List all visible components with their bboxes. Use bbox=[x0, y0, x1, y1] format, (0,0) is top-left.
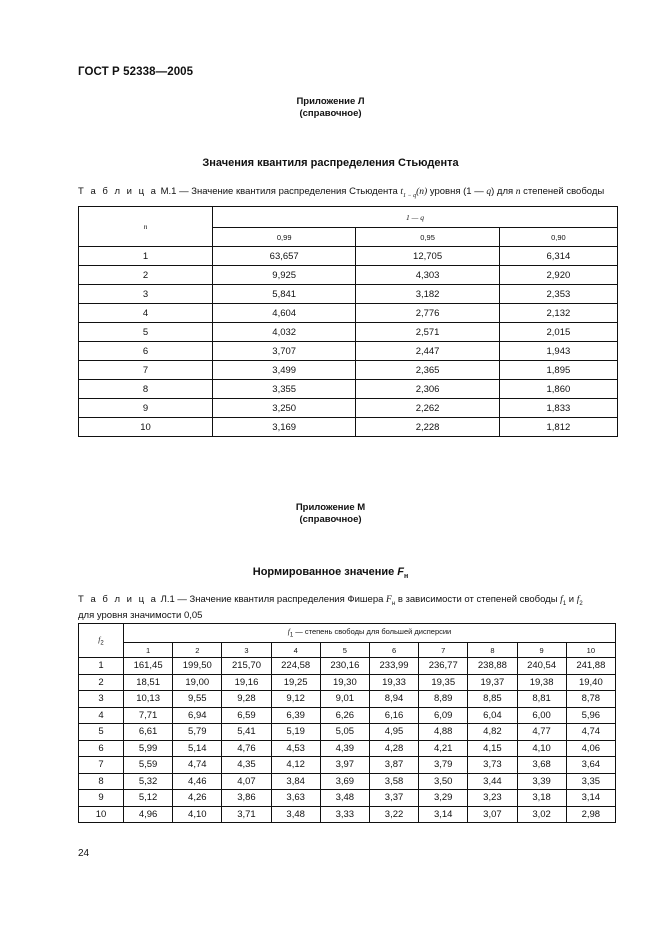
table-cell: 4,032 bbox=[213, 323, 356, 342]
table-cell: 4,77 bbox=[517, 724, 566, 741]
table-cell: 2,447 bbox=[356, 342, 499, 361]
table-cell: 3,84 bbox=[271, 773, 320, 790]
table1-group-header: 1 — q bbox=[213, 207, 618, 228]
table2-col-header: 4 bbox=[271, 643, 320, 658]
table-cell: 199,50 bbox=[173, 658, 222, 675]
appendix-l-title: Приложение Л bbox=[296, 96, 365, 107]
table-cell: 5 bbox=[79, 323, 213, 342]
table-cell: 4,604 bbox=[213, 304, 356, 323]
table-cell: 9 bbox=[79, 790, 124, 807]
table-cell: 3,33 bbox=[320, 806, 369, 823]
table1-row-header: n bbox=[79, 207, 213, 247]
table-cell: 8 bbox=[79, 380, 213, 399]
table-cell: 2,776 bbox=[356, 304, 499, 323]
table-cell: 2,306 bbox=[356, 380, 499, 399]
table-row bbox=[79, 658, 616, 675]
table-cell: 9 bbox=[79, 399, 213, 418]
table2-col-header: 6 bbox=[369, 643, 418, 658]
table-cell: 19,00 bbox=[173, 674, 222, 691]
table-cell: 5,19 bbox=[271, 724, 320, 741]
table-cell: 3,44 bbox=[468, 773, 517, 790]
table-cell: 4 bbox=[79, 707, 124, 724]
table-cell: 3,22 bbox=[369, 806, 418, 823]
table-cell: 3,707 bbox=[213, 342, 356, 361]
appendix-m-subtitle: (справочное) bbox=[299, 514, 362, 525]
table-row bbox=[79, 707, 616, 724]
table-cell: 3,97 bbox=[320, 757, 369, 774]
appendix-l-heading bbox=[0, 96, 661, 120]
table-cell: 2,132 bbox=[499, 304, 617, 323]
table-cell: 19,30 bbox=[320, 674, 369, 691]
table-row bbox=[79, 323, 618, 342]
table1-col-header: 0,99 bbox=[213, 228, 356, 247]
table-cell: 7 bbox=[79, 361, 213, 380]
table1-caption-prefix: Т а б л и ц а bbox=[78, 186, 158, 197]
table-cell: 3,18 bbox=[517, 790, 566, 807]
table-cell: 4,06 bbox=[566, 740, 615, 757]
table-cell: 19,37 bbox=[468, 674, 517, 691]
table-cell: 1,812 bbox=[499, 418, 617, 437]
table-cell: 3,71 bbox=[222, 806, 271, 823]
table-cell: 8,78 bbox=[566, 691, 615, 708]
table-cell: 5,96 bbox=[566, 707, 615, 724]
student-quantile-table bbox=[78, 206, 618, 437]
section2-heading: Нормированное значение $F_н$ bbox=[252, 566, 409, 581]
table-cell: 2,353 bbox=[499, 285, 617, 304]
table-cell: 3,37 bbox=[369, 790, 418, 807]
table-cell: 8,94 bbox=[369, 691, 418, 708]
table-cell: 4,26 bbox=[173, 790, 222, 807]
table-cell: 2,571 bbox=[356, 323, 499, 342]
table-cell: 4 bbox=[79, 304, 213, 323]
table-row bbox=[79, 361, 618, 380]
table-cell: 5,41 bbox=[222, 724, 271, 741]
table2-caption: Т а б л и ц а Л.1 — Значение квантиля распределения Фишера $F_н$ в зависимости от степеней свободы $f_1$ и $f_2$ для уровня значимости 0,05 bbox=[78, 594, 583, 621]
table-cell: 5,32 bbox=[124, 773, 173, 790]
table2-col-header: 9 bbox=[517, 643, 566, 658]
table-row bbox=[79, 674, 616, 691]
table-cell: 1,860 bbox=[499, 380, 617, 399]
table-cell: 3,355 bbox=[213, 380, 356, 399]
table-cell: 3,07 bbox=[468, 806, 517, 823]
table-cell: 4,12 bbox=[271, 757, 320, 774]
table-cell: 5,99 bbox=[124, 740, 173, 757]
table2-col-header: 3 bbox=[222, 643, 271, 658]
table-cell: 3,48 bbox=[320, 790, 369, 807]
table2-col-header: 1 bbox=[124, 643, 173, 658]
table-cell: 7 bbox=[79, 757, 124, 774]
table2-caption-line2: для уровня значимости 0,05 bbox=[78, 609, 203, 621]
table-cell: 2,015 bbox=[499, 323, 617, 342]
table-cell: 1 bbox=[79, 247, 213, 266]
table2-group-header: $f_1$ — степень свободы для большей дисперсии bbox=[124, 624, 616, 643]
table-cell: 5,12 bbox=[124, 790, 173, 807]
table-row bbox=[79, 740, 616, 757]
table-cell: 19,40 bbox=[566, 674, 615, 691]
table-row bbox=[79, 380, 618, 399]
table-cell: 4,46 bbox=[173, 773, 222, 790]
table-cell: 4,96 bbox=[124, 806, 173, 823]
table-cell: 4,10 bbox=[173, 806, 222, 823]
table-cell: 9,01 bbox=[320, 691, 369, 708]
table-cell: 4,74 bbox=[173, 757, 222, 774]
table2-col-header: 10 bbox=[566, 643, 615, 658]
table-cell: 6,61 bbox=[124, 724, 173, 741]
table-cell: 3,182 bbox=[356, 285, 499, 304]
appendix-l-subtitle: (справочное) bbox=[299, 108, 362, 119]
table-cell: 3,73 bbox=[468, 757, 517, 774]
table-cell: 224,58 bbox=[271, 658, 320, 675]
table-cell: 10,13 bbox=[124, 691, 173, 708]
table-cell: 6,26 bbox=[320, 707, 369, 724]
table-row bbox=[79, 757, 616, 774]
table-cell: 240,54 bbox=[517, 658, 566, 675]
table-cell: 1,895 bbox=[499, 361, 617, 380]
table-cell: 3,39 bbox=[517, 773, 566, 790]
table-cell: 5,79 bbox=[173, 724, 222, 741]
table-cell: 3,86 bbox=[222, 790, 271, 807]
table-cell: 161,45 bbox=[124, 658, 173, 675]
table-cell: 3,69 bbox=[320, 773, 369, 790]
table-cell: 3,68 bbox=[517, 757, 566, 774]
table-cell: 3,48 bbox=[271, 806, 320, 823]
table-cell: 5,05 bbox=[320, 724, 369, 741]
table-cell: 3,58 bbox=[369, 773, 418, 790]
table-cell: 19,16 bbox=[222, 674, 271, 691]
table-cell: 10 bbox=[79, 806, 124, 823]
table-cell: 2,920 bbox=[499, 266, 617, 285]
table-cell: 215,70 bbox=[222, 658, 271, 675]
standard-designation: ГОСТ Р 52338—2005 bbox=[78, 66, 194, 78]
table-cell: 3,35 bbox=[566, 773, 615, 790]
table-cell: 4,74 bbox=[566, 724, 615, 741]
table-cell: 5 bbox=[79, 724, 124, 741]
table-cell: 3,02 bbox=[517, 806, 566, 823]
table-cell: 6,59 bbox=[222, 707, 271, 724]
table-row bbox=[79, 342, 618, 361]
table-row bbox=[79, 418, 618, 437]
table-cell: 230,16 bbox=[320, 658, 369, 675]
table-cell: 241,88 bbox=[566, 658, 615, 675]
table1-col-header: 0,95 bbox=[356, 228, 499, 247]
table-cell: 2 bbox=[79, 266, 213, 285]
table-cell: 4,35 bbox=[222, 757, 271, 774]
table2-col-header: 2 bbox=[173, 643, 222, 658]
table-row bbox=[79, 806, 616, 823]
table-cell: 4,07 bbox=[222, 773, 271, 790]
table-cell: 4,39 bbox=[320, 740, 369, 757]
table-cell: 3,63 bbox=[271, 790, 320, 807]
table-row bbox=[79, 304, 618, 323]
table-cell: 8,89 bbox=[419, 691, 468, 708]
table-cell: 5,841 bbox=[213, 285, 356, 304]
table-cell: 4,15 bbox=[468, 740, 517, 757]
table-row bbox=[79, 285, 618, 304]
table-cell: 2,365 bbox=[356, 361, 499, 380]
table-cell: 4,76 bbox=[222, 740, 271, 757]
table2-row-header: $f_2$ bbox=[79, 624, 124, 658]
table2-subheader-row bbox=[79, 643, 616, 658]
table2-col-header: 5 bbox=[320, 643, 369, 658]
table-cell: 63,657 bbox=[213, 247, 356, 266]
table-cell: 4,28 bbox=[369, 740, 418, 757]
table-cell: 6,16 bbox=[369, 707, 418, 724]
table1-header-row bbox=[79, 207, 618, 228]
table2-col-header: 8 bbox=[468, 643, 517, 658]
table-cell: 2 bbox=[79, 674, 124, 691]
table1-col-header: 0,90 bbox=[499, 228, 617, 247]
table-cell: 238,88 bbox=[468, 658, 517, 675]
table-cell: 19,33 bbox=[369, 674, 418, 691]
table-cell: 3,29 bbox=[419, 790, 468, 807]
table-cell: 6,00 bbox=[517, 707, 566, 724]
table1-caption: Т а б л и ц а М.1 — Значение квантиля распределения Стьюдента $t_{1 - q}(n)$ уровня (1 — q) для n степеней свободы bbox=[78, 186, 605, 199]
table-cell: 4,21 bbox=[419, 740, 468, 757]
table-cell: 236,77 bbox=[419, 658, 468, 675]
table-cell: 4,88 bbox=[419, 724, 468, 741]
table-cell: 3,14 bbox=[566, 790, 615, 807]
table-cell: 19,38 bbox=[517, 674, 566, 691]
table-cell: 3 bbox=[79, 285, 213, 304]
appendix-m-title: Приложение М bbox=[295, 502, 366, 513]
table-row bbox=[79, 790, 616, 807]
table-cell: 8,81 bbox=[517, 691, 566, 708]
table-cell: 3,169 bbox=[213, 418, 356, 437]
table-cell: 6,09 bbox=[419, 707, 468, 724]
table-row bbox=[79, 399, 618, 418]
table-cell: 9,925 bbox=[213, 266, 356, 285]
table-cell: 19,25 bbox=[271, 674, 320, 691]
table-cell: 1,943 bbox=[499, 342, 617, 361]
page-number: 24 bbox=[78, 848, 90, 859]
table-cell: 4,10 bbox=[517, 740, 566, 757]
table-row bbox=[79, 724, 616, 741]
table2-body bbox=[79, 658, 616, 823]
table-cell: 12,705 bbox=[356, 247, 499, 266]
table-cell: 4,95 bbox=[369, 724, 418, 741]
table-cell: 7,71 bbox=[124, 707, 173, 724]
table-cell: 4,82 bbox=[468, 724, 517, 741]
table2-header-row bbox=[79, 624, 616, 643]
table-cell: 9,28 bbox=[222, 691, 271, 708]
table-cell: 6 bbox=[79, 740, 124, 757]
table-cell: 3,250 bbox=[213, 399, 356, 418]
table-cell: 4,53 bbox=[271, 740, 320, 757]
fisher-quantile-table bbox=[78, 623, 616, 823]
table-cell: 3,79 bbox=[419, 757, 468, 774]
table-cell: 6,39 bbox=[271, 707, 320, 724]
table-cell: 6,04 bbox=[468, 707, 517, 724]
table-cell: 10 bbox=[79, 418, 213, 437]
table-cell: 3,64 bbox=[566, 757, 615, 774]
table-cell: 2,262 bbox=[356, 399, 499, 418]
table-cell: 6,314 bbox=[499, 247, 617, 266]
table-cell: 4,303 bbox=[356, 266, 499, 285]
table-cell: 18,51 bbox=[124, 674, 173, 691]
table-cell: 6,94 bbox=[173, 707, 222, 724]
table2-col-header: 7 bbox=[419, 643, 468, 658]
table-cell: 9,55 bbox=[173, 691, 222, 708]
table-row bbox=[79, 266, 618, 285]
table-cell: 3 bbox=[79, 691, 124, 708]
table-row bbox=[79, 247, 618, 266]
table-cell: 1 bbox=[79, 658, 124, 675]
table-cell: 8,85 bbox=[468, 691, 517, 708]
table-cell: 5,14 bbox=[173, 740, 222, 757]
table1-body bbox=[79, 247, 618, 437]
table-cell: 2,98 bbox=[566, 806, 615, 823]
table-cell: 9,12 bbox=[271, 691, 320, 708]
table-cell: 2,228 bbox=[356, 418, 499, 437]
table-cell: 3,50 bbox=[419, 773, 468, 790]
table-cell: 3,499 bbox=[213, 361, 356, 380]
table-cell: 3,23 bbox=[468, 790, 517, 807]
table-row bbox=[79, 773, 616, 790]
table-row bbox=[79, 691, 616, 708]
table-cell: 233,99 bbox=[369, 658, 418, 675]
table-cell: 1,833 bbox=[499, 399, 617, 418]
section1-heading: Значения квантиля распределения Стьюдента bbox=[202, 157, 459, 169]
table-cell: 6 bbox=[79, 342, 213, 361]
table-cell: 3,14 bbox=[419, 806, 468, 823]
table-cell: 3,87 bbox=[369, 757, 418, 774]
table-cell: 8 bbox=[79, 773, 124, 790]
appendix-m-heading bbox=[0, 502, 661, 526]
table-cell: 19,35 bbox=[419, 674, 468, 691]
table-cell: 5,59 bbox=[124, 757, 173, 774]
